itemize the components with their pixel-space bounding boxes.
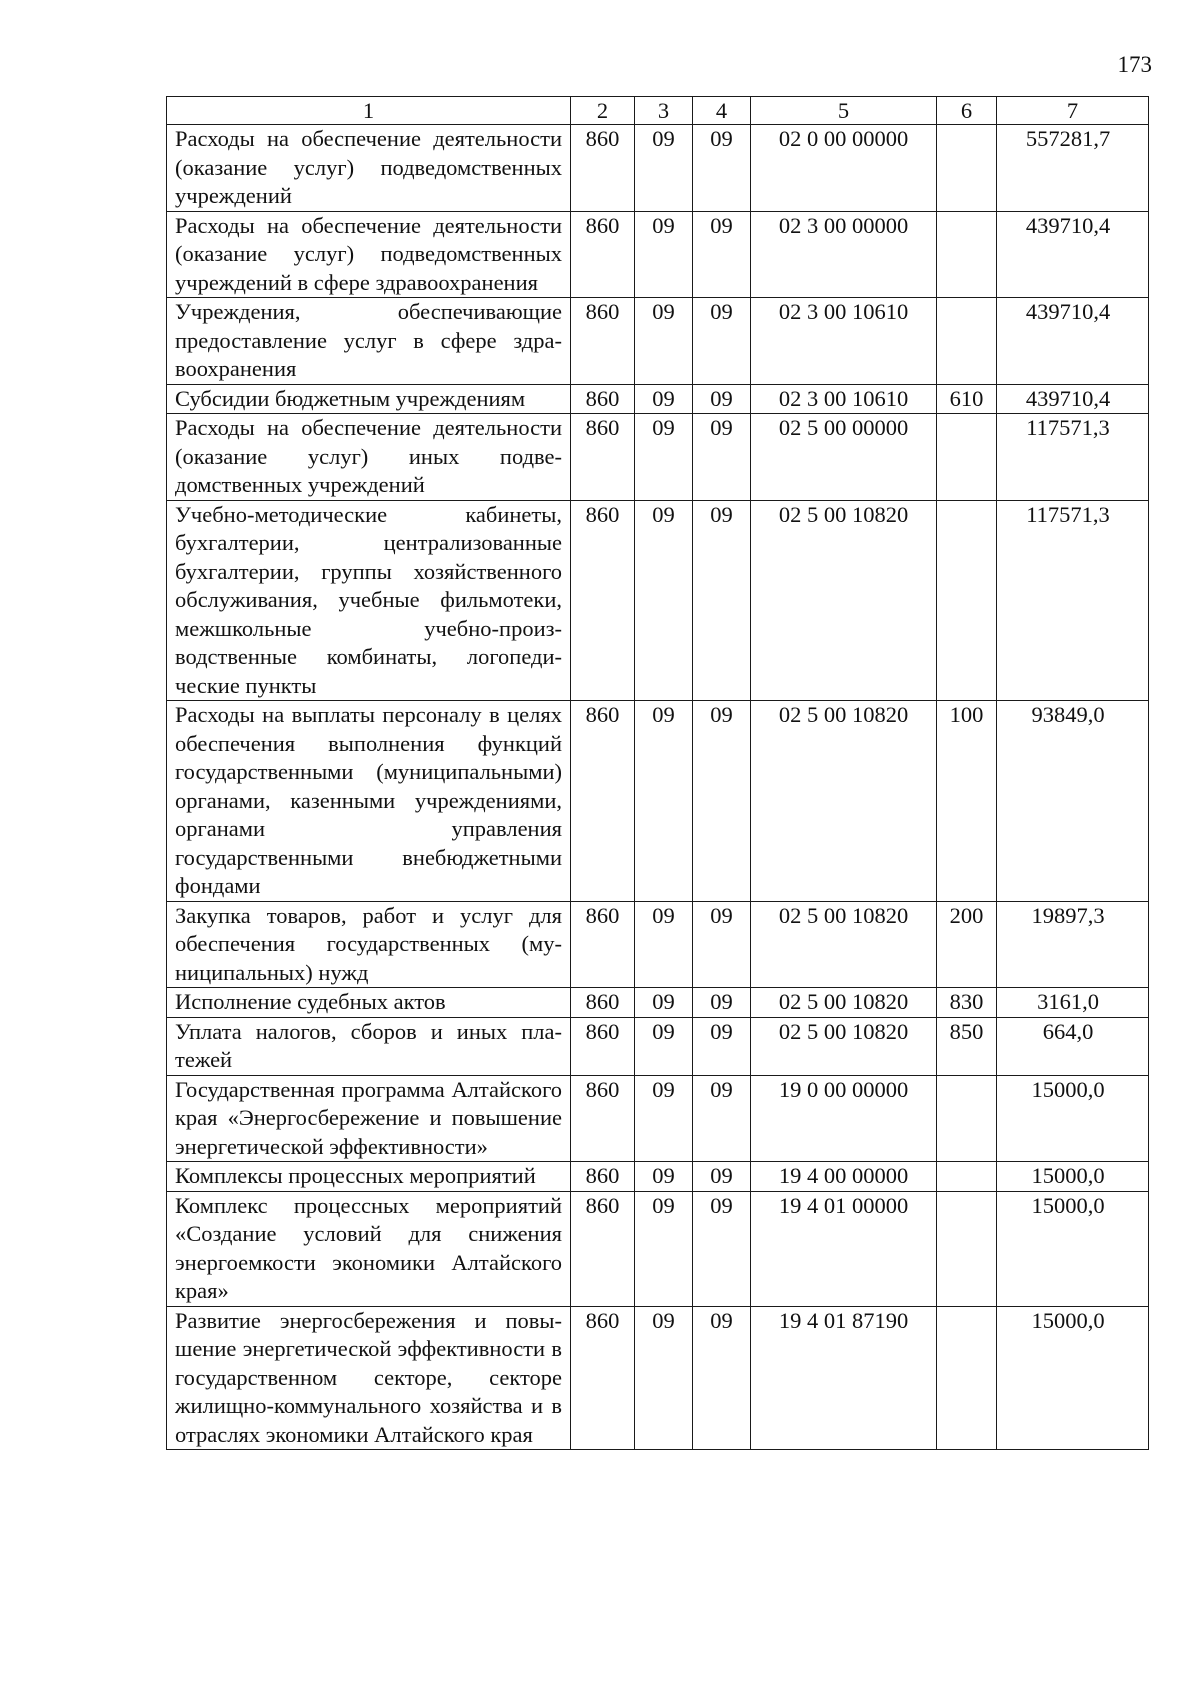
expense-type-code — [937, 1075, 997, 1162]
section-code: 09 — [635, 384, 693, 414]
subsection-code: 09 — [693, 1017, 751, 1075]
ministry-code: 860 — [571, 1075, 635, 1162]
table-row — [167, 211, 1149, 298]
page-number: 173 — [1117, 52, 1152, 77]
budget-table — [166, 96, 1149, 1450]
expense-description: Расходы на обеспечение деятельности (оказание услуг) иных подведомственных учреждений — [167, 414, 571, 501]
expense-description: Субсидии бюджетным учреждениям — [167, 384, 571, 414]
expense-description: Комплексы процессных мероприятий — [167, 1162, 571, 1192]
section-code: 09 — [635, 125, 693, 212]
target-article-code: 19 4 01 87190 — [751, 1306, 937, 1450]
column-header-7: 7 — [997, 97, 1149, 125]
table-row — [167, 500, 1149, 701]
subsection-code: 09 — [693, 414, 751, 501]
section-code: 09 — [635, 1306, 693, 1450]
ministry-code: 860 — [571, 988, 635, 1018]
table-row — [167, 701, 1149, 902]
amount: 439710,4 — [997, 384, 1149, 414]
target-article-code: 02 5 00 10820 — [751, 901, 937, 988]
section-code: 09 — [635, 988, 693, 1018]
ministry-code: 860 — [571, 500, 635, 701]
expense-type-code — [937, 500, 997, 701]
subsection-code: 09 — [693, 1191, 751, 1306]
table-row — [167, 125, 1149, 212]
expense-description: Развитие энергосбережения и повышение энергетической эффективности в государственном секторе, секторе жилищно-коммунального хозяйства и в отраслях экономики Алтайского края — [167, 1306, 571, 1450]
ministry-code: 860 — [571, 1306, 635, 1450]
table-row — [167, 1191, 1149, 1306]
target-article-code: 02 3 00 10610 — [751, 298, 937, 385]
section-code: 09 — [635, 414, 693, 501]
ministry-code: 860 — [571, 298, 635, 385]
target-article-code: 19 4 01 00000 — [751, 1191, 937, 1306]
expense-type-code: 850 — [937, 1017, 997, 1075]
expense-description: Учреждения, обеспечивающие предоставление услуг в сфере здравоохранения — [167, 298, 571, 385]
section-code: 09 — [635, 500, 693, 701]
amount: 3161,0 — [997, 988, 1149, 1018]
table-row — [167, 901, 1149, 988]
expense-type-code — [937, 211, 997, 298]
section-code: 09 — [635, 1017, 693, 1075]
expense-description: Исполнение судебных актов — [167, 988, 571, 1018]
column-header-3: 3 — [635, 97, 693, 125]
target-article-code: 02 3 00 00000 — [751, 211, 937, 298]
section-code: 09 — [635, 901, 693, 988]
expense-type-code — [937, 1191, 997, 1306]
target-article-code: 02 5 00 10820 — [751, 701, 937, 902]
ministry-code: 860 — [571, 1162, 635, 1192]
ministry-code: 860 — [571, 211, 635, 298]
expense-type-code — [937, 1306, 997, 1450]
expense-description: Уплата налогов, сборов и иных платежей — [167, 1017, 571, 1075]
subsection-code: 09 — [693, 500, 751, 701]
expense-description: Учебно-методические кабинеты, бухгалтерии, централизованные бухгалтерии, группы хозяйственного обслуживания, учебные фильмотеки, межшкольные учебно-производственные комбинаты, логопедические пункты — [167, 500, 571, 701]
subsection-code: 09 — [693, 988, 751, 1018]
amount: 93849,0 — [997, 701, 1149, 902]
amount: 15000,0 — [997, 1306, 1149, 1450]
amount: 15000,0 — [997, 1162, 1149, 1192]
column-header-6: 6 — [937, 97, 997, 125]
expense-type-code: 100 — [937, 701, 997, 902]
subsection-code: 09 — [693, 125, 751, 212]
column-header-5: 5 — [751, 97, 937, 125]
target-article-code: 19 0 00 00000 — [751, 1075, 937, 1162]
target-article-code: 02 5 00 10820 — [751, 1017, 937, 1075]
expense-type-code — [937, 414, 997, 501]
table-row — [167, 1075, 1149, 1162]
expense-type-code — [937, 125, 997, 212]
subsection-code: 09 — [693, 384, 751, 414]
expense-description: Государственная программа Алтайского края «Энергосбережение и повышение энергетической эффективности» — [167, 1075, 571, 1162]
table-body — [167, 125, 1149, 1450]
expense-type-code — [937, 298, 997, 385]
target-article-code: 02 0 00 00000 — [751, 125, 937, 212]
table-row — [167, 384, 1149, 414]
expense-description: Расходы на обеспечение деятельности (оказание услуг) подведомственных учреждений — [167, 125, 571, 212]
ministry-code: 860 — [571, 384, 635, 414]
subsection-code: 09 — [693, 901, 751, 988]
amount: 15000,0 — [997, 1191, 1149, 1306]
section-code: 09 — [635, 298, 693, 385]
amount: 664,0 — [997, 1017, 1149, 1075]
table-row — [167, 1306, 1149, 1450]
section-code: 09 — [635, 1191, 693, 1306]
expense-description: Расходы на обеспечение деятельности (оказание услуг) подведомственных учреждений в сфере здравоохранения — [167, 211, 571, 298]
expense-type-code: 830 — [937, 988, 997, 1018]
column-header-1: 1 — [167, 97, 571, 125]
amount: 439710,4 — [997, 298, 1149, 385]
target-article-code: 02 5 00 10820 — [751, 988, 937, 1018]
subsection-code: 09 — [693, 298, 751, 385]
ministry-code: 860 — [571, 125, 635, 212]
section-code: 09 — [635, 701, 693, 902]
amount: 557281,7 — [997, 125, 1149, 212]
section-code: 09 — [635, 211, 693, 298]
expense-type-code — [937, 1162, 997, 1192]
column-header-4: 4 — [693, 97, 751, 125]
target-article-code: 02 5 00 00000 — [751, 414, 937, 501]
column-header-2: 2 — [571, 97, 635, 125]
ministry-code: 860 — [571, 1017, 635, 1075]
subsection-code: 09 — [693, 1075, 751, 1162]
table-row — [167, 414, 1149, 501]
target-article-code: 02 3 00 10610 — [751, 384, 937, 414]
subsection-code: 09 — [693, 1162, 751, 1192]
subsection-code: 09 — [693, 1306, 751, 1450]
table-row — [167, 1017, 1149, 1075]
expense-type-code: 200 — [937, 901, 997, 988]
table-row — [167, 1162, 1149, 1192]
amount: 15000,0 — [997, 1075, 1149, 1162]
amount: 117571,3 — [997, 500, 1149, 701]
ministry-code: 860 — [571, 901, 635, 988]
section-code: 09 — [635, 1162, 693, 1192]
amount: 117571,3 — [997, 414, 1149, 501]
section-code: 09 — [635, 1075, 693, 1162]
ministry-code: 860 — [571, 1191, 635, 1306]
subsection-code: 09 — [693, 701, 751, 902]
table-row — [167, 298, 1149, 385]
ministry-code: 860 — [571, 414, 635, 501]
amount: 19897,3 — [997, 901, 1149, 988]
expense-description: Расходы на выплаты персоналу в целях обеспечения выполнения функций государственными (муниципальными) органами, казенными учреждениями, органами управления государственными внебюджетными фондами — [167, 701, 571, 902]
target-article-code: 02 5 00 10820 — [751, 500, 937, 701]
expense-description: Комплекс процессных мероприятий «Создание условий для снижения энергоемкости экономики Алтайского края» — [167, 1191, 571, 1306]
amount: 439710,4 — [997, 211, 1149, 298]
table-row — [167, 988, 1149, 1018]
target-article-code: 19 4 00 00000 — [751, 1162, 937, 1192]
expense-type-code: 610 — [937, 384, 997, 414]
subsection-code: 09 — [693, 211, 751, 298]
table-header-row — [167, 97, 1149, 125]
expense-description: Закупка товаров, работ и услуг для обеспечения государственных (муниципальных) нужд — [167, 901, 571, 988]
ministry-code: 860 — [571, 701, 635, 902]
